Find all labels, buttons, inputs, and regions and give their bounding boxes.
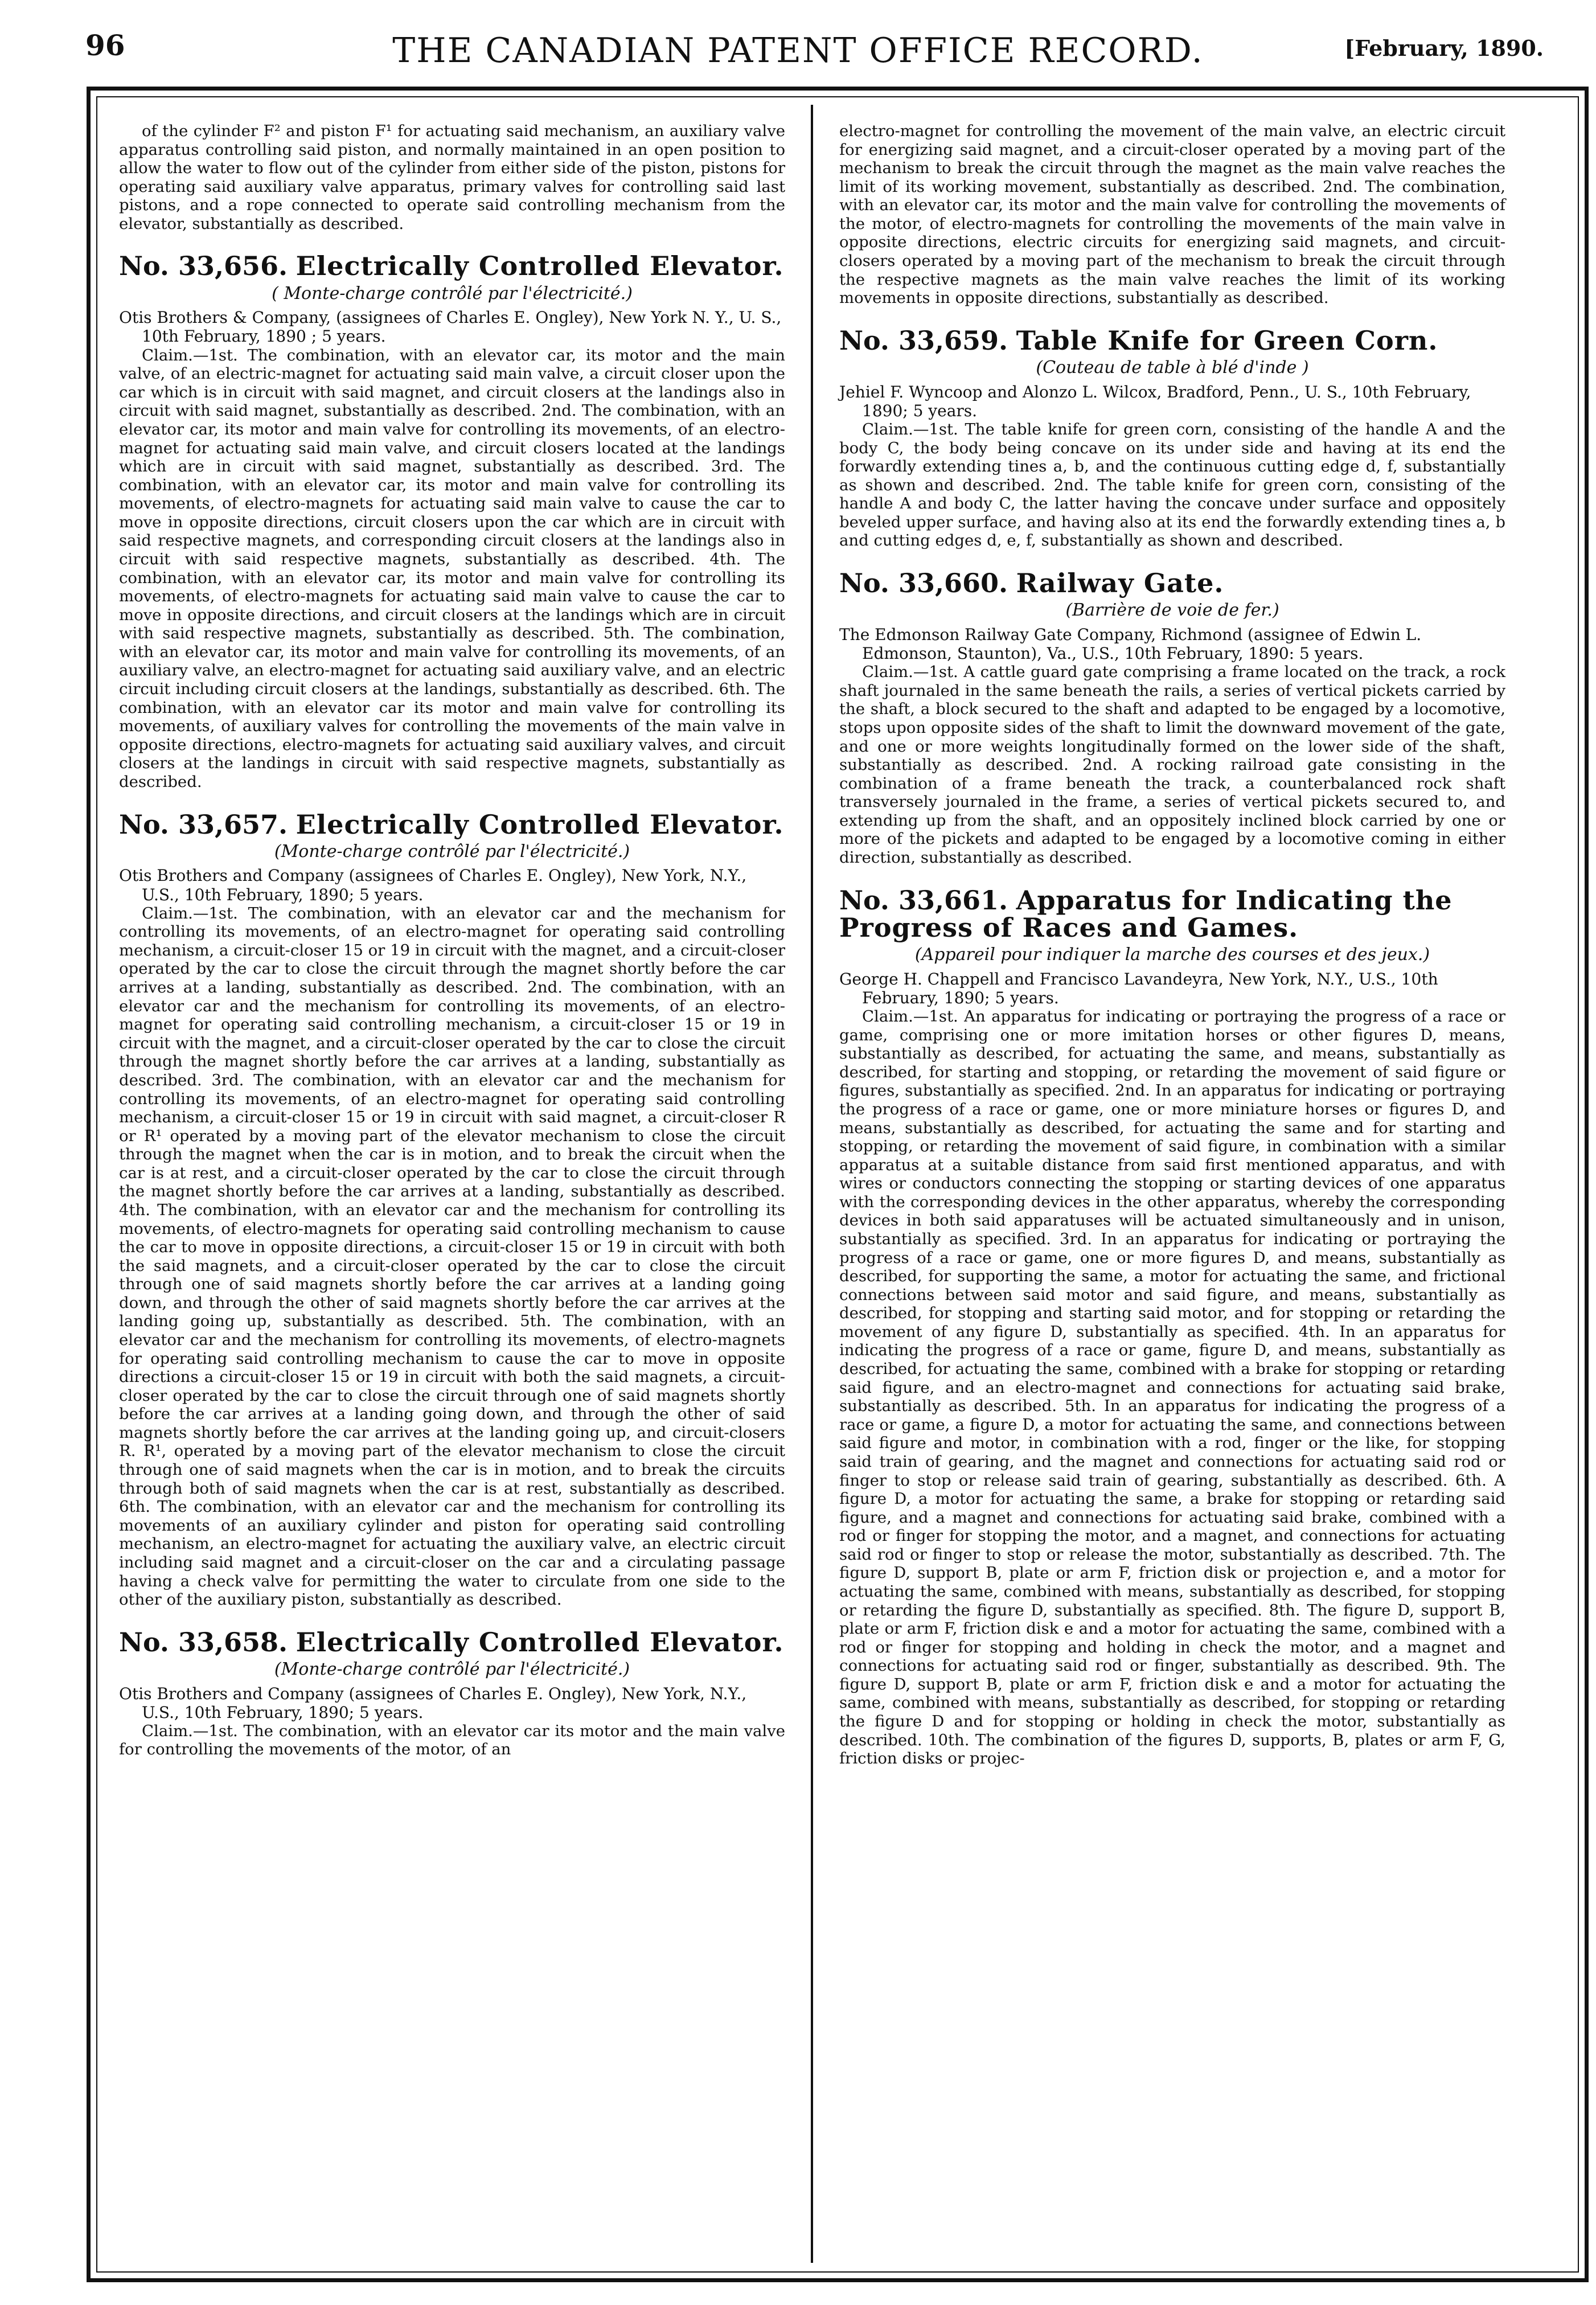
patent-entry-33661: [839, 884, 1505, 1768]
patent-owners: Jehiel F. Wyncoop and Alonzo L. Wilcox, Bradford, Penn., U. S., 10th February, 1890; 5 years.: [839, 382, 1471, 420]
patent-owners: Otis Brothers & Company, (assignees of Charles E. Ongley), New York N. Y., U. S., 10th February, 1890 ; 5 years.: [119, 308, 782, 346]
patent-heading: [839, 327, 1505, 354]
patent-owners: Otis Brothers and Company (assignees of Charles E. Ongley), New York, N.Y., U.S., 10th February, 1890; 5 years.: [119, 1684, 747, 1722]
continued-claim-text: of the cylinder F² and piston F¹ for actuating said mechanism, an auxiliary valve apparatus controlling said piston, and normally maintained in an open position to allow the water to flow out of the cylinder from either side of the piston, pistons for operating said auxiliary valve apparatus, primary valves for controlling said last pistons, and a rope connected to operate said controlling mechanism from the elevator, substantially as described.: [119, 122, 785, 233]
patent-heading: [119, 252, 785, 280]
patent-french-title: (Appareil pour indiquer la marche des courses et des jeux.): [914, 945, 1430, 965]
patent-claims: Claim.—1st. The combination, with an elevator car its motor and the main valve for controlling the movements of the motor, of an: [119, 1721, 785, 1759]
page-number: 96: [85, 28, 125, 62]
patent-heading: [839, 569, 1505, 597]
patent-heading: [119, 1626, 785, 1658]
patent-number: No. 33,660.: [839, 568, 1008, 599]
left-column: [119, 122, 785, 1778]
column-divider: [811, 105, 813, 2263]
patent-french-title: (Monte-charge contrôlé par l'électricité.): [274, 841, 630, 862]
patent-title: Electrically Controlled Elevator.: [296, 809, 784, 840]
patent-entry-33659: [839, 327, 1505, 550]
patent-number: No. 33,658.: [119, 1626, 288, 1658]
patent-heading: [119, 811, 785, 838]
right-column: [839, 122, 1505, 1787]
page-date: [February, 1890.: [1344, 35, 1544, 61]
patent-french-title: (Couteau de table à blé d'inde ): [1036, 358, 1309, 378]
patent-owners: The Edmonson Railway Gate Company, Richmond (assignee of Edwin L. Edmonson, Staunton), Va., U.S., 10th February, 1890: 5 years.: [839, 625, 1422, 663]
patent-claims: Claim.—1st. The table knife for green corn, consisting of the handle A and the body C, the body being concave on its under side and having at its end the forwardly extending tines a, b, and the continuous cutting edge d, f, substantially as shown and described. 2nd. The table knife for green corn, consisting of the handle A and body C, the latter having the concave under surface and oppositely beveled upper surface, and having also at its end the forwardly extending tines a, b and cutting edges d, e, f, substantially as shown and described.: [839, 420, 1505, 550]
patent-title: Table Knife for Green Corn.: [1016, 325, 1438, 356]
patent-title: Apparatus for Indicating the Progress of Races and Games.: [839, 884, 1453, 943]
patent-entry-33656: [119, 252, 785, 791]
page-header: [0, 28, 1596, 80]
patent-title: Railway Gate.: [1016, 568, 1224, 599]
patent-french-title: (Monte-charge contrôlé par l'électricité.): [274, 1659, 630, 1679]
patent-owners: George H. Chappell and Francisco Lavandeyra, New York, N.Y., U.S., 10th February, 1890; 5 years.: [839, 969, 1438, 1007]
patent-number: No. 33,657.: [119, 809, 288, 840]
patent-entry-33658: [119, 1626, 785, 1759]
patent-number: No. 33,656.: [119, 251, 288, 282]
patent-claims: Claim.—1st. An apparatus for indicating or portraying the progress of a race or game, comprising one or more imitation horses or other figures D, means, substantially as described, for actuating the same, and means, substantially as described, for starting and stopping, or retarding the movement of said figure or figures, substantially as specified. 2nd. In an apparatus for indicating or portraying the progress of a race or game, one or more miniature horses or figures D, and means, substantially as described, for actuating the same and for starting and stopping, or retarding the movement of said figure, in combination with a similar apparatus at a suitable distance from said first mentioned apparatus, and with wires or conductors connecting the stopping or starting devices of one apparatus with the corresponding devices in the other apparatus, whereby the corresponding devices in both said apparatuses will be actuated simultaneously and in unison, substantially as specified. 3rd. In an apparatus for indicating or portraying the progress of a race or game, one or more figures D, and means, substantially as described, for supporting the same, a motor for actuating the same, and frictional connections between said motor and said figure, and means, substantially as described, for stopping and starting said motor, and for stopping or retarding the movement of any figure D, substantially as specified. 4th. In an apparatus for indicating the progress of a race or game, figure D, and means, substantially as described, for actuating the same, combined with a brake for stopping or retarding said figure, and an electro-magnet and connections for actuating said brake, substantially as described. 5th. In an apparatus for indicating the progress of a race or game, a figure D, a motor for actuating the same, and connections between said figure and motor, in combination with a rod, finger or the like, for stopping said train of gearing, and the magnet and connections for actuating said rod or finger to stop or release said train of gearing, substantially as described. 6th. A figure D, a motor for actuating the same, a brake for stopping or retarding said figure, and a magnet and connections for actuating said brake, combined with a rod or finger for stopping the motor, and a magnet, and connections for actuating said rod or finger to stop or release the motor, substantially as described. 7th. The figure D, support B, plate or arm F, friction disk or projection e, and a motor for actuating the same, combined with means, substantially as described, for stopping or retarding the figure D, substantially as specified. 8th. The figure D, support B, plate or arm F, friction disk e and a motor for actuating the same, combined with a rod or finger for stopping and holding in check the motor, and a magnet and connections for actuating said rod or finger, substantially as described. 9th. The figure D, support B, plate or arm F, friction disk e and a motor for actuating the same, combined with means, substantially as described, for stopping or retarding the figure D and for stopping or holding in check the motor, substantially as described. 10th. The combination of the figures D, supports, B, plates or arm F, G, friction disks or projec-: [839, 1007, 1505, 1768]
continued-claim-text: electro-magnet for controlling the movement of the main valve, an electric circuit for energizing said magnet, and a circuit-closer operated by a moving part of the mechanism to break the circuit through the magnet as the main valve reaches the limit of its working movement, substantially as described. 2nd. The combination, with an elevator car, its motor and the main valve for controlling the movements of the motor, of electro-magnets for controlling the movements of the main valve in opposite directions, electric circuits for energizing said magnets, and circuit-closers operated by a moving part of the mechanism to break the circuit through the respective magnets as the main valve reaches the limit of its working movements in opposite directions, substantially as described.: [839, 122, 1505, 307]
patent-owners: Otis Brothers and Company (assignees of Charles E. Ongley), New York, N.Y., U.S., 10th February, 1890; 5 years.: [119, 866, 747, 904]
patent-french-title: (Barrière de voie de fer.): [1065, 600, 1279, 621]
patent-entry-33657: [119, 811, 785, 1609]
patent-claims: Claim.—1st. The combination, with an elevator car, its motor and the main valve, of an electric-magnet for actuating said main valve, a circuit closer upon the car which is in circuit with said magnet, and circuit closers at the landings also in circuit with said magnet, substantially as described. 2nd. The combination, with an elevator car, its motor and main valve for controlling its movements, of an electro-magnet for actuating said main valve, and circuit closers located at the landings which are in circuit with said magnet, substantially as described. 3rd. The combination, with an elevator car, its motor and main valve for controlling its movements, of electro-magnets for actuating said main valve to cause the car to move in opposite directions, circuit closers upon the car which are in circuit with said respective magnets, and corresponding circuit closers at the landings also in circuit with said respective magnets, substantially as described. 4th. The combination, with an elevator car, its motor and main valve for controlling its movements, of electro-magnets for actuating said main valve to cause the car to move in opposite directions, and circuit closers at the landings which are in circuit with said respective magnets, substantially as described. 5th. The combination, with an elevator car, its motor and main valve for controlling its movements, of an auxiliary valve, an electro-magnet for actuating said auxiliary valve, and an electric circuit including circuit closers at the landings, substantially as described. 6th. The combination, with an elevator car its motor and main valve for controlling its movements, of auxiliary valves for controlling the movements of the main valve in opposite directions, electro-magnets for actuating said auxiliary valves, and circuit closers at the landings in circuit with said respective magnets, substantially as described.: [119, 346, 785, 791]
patent-claims: Claim.—1st. The combination, with an elevator car and the mechanism for controlling its movements, of an electro-magnet for operating said controlling mechanism, a circuit-closer 15 or 19 in circuit with the magnet, and a circuit-closer operated by the car to close the circuit through the magnet shortly before the car arrives at a landing, substantially as described. 2nd. The combination, with an elevator car and the mechanism for controlling its movements, of an electro-magnet for operating said controlling mechanism, a circuit-closer 15 or 19 in circuit with the magnet, and a circuit-closer operated by the car to close the circuit through the magnet shortly before the car arrives at a landing, substantially as described. 3rd. The combination, with an elevator car and the mechanism for controlling its movements, of an electro-magnet for operating said controlling mechanism, a circuit-closer 15 or 19 in circuit with said magnet, a circuit-closer R or R¹ operated by a moving part of the elevator mechanism to close the circuit through the magnet when the car is in motion, and to break the circuit when the car is at rest, and a circuit-closer operated by the car to close the circuit through the magnet shortly before the car arrives at a landing, substantially as described. 4th. The combination, with an elevator car and the mechanism for controlling its movements, of electro-magnets for operating said controlling mechanism to cause the car to move in opposite directions, a circuit-closer 15 or 19 in circuit with both the said magnets, and a circuit-closer operated by the car to close the circuit through one of said magnets shortly before the car arrives at a landing going down, and through the other of said magnets shortly before the car arrives at the landing going up, substantially as described. 5th. The combination, with an elevator car and the mechanism for controlling its movements, of electro-magnets for operating said controlling mechanism to cause the car to move in opposite directions a circuit-closer 15 or 19 in circuit with both the said magnets, a circuit-closer operated by the car to close the circuit through one of said magnets shortly before the car arrives at a landing going down, and through the other of said magnets shortly before the car arrives at the landing going up, and circuit-closers R. R¹, operated by a moving part of the elevator mechanism to close the circuit through one of said magnets when the car is in motion, and to break the circuits through both of said magnets when the car is at rest, substantially as described. 6th. The combination, with an elevator car and the mechanism for controlling its movements of an auxiliary cylinder and piston for operating said controlling mechanism, an electro-magnet for actuating the auxiliary valve, an electric circuit including said magnet and a circuit-closer on the car and a circulating passage having a check valve for permitting the water to circulate from one side to the other of the auxiliary piston, substantially as described.: [119, 904, 785, 1609]
page-title: THE CANADIAN PATENT OFFICE RECORD.: [392, 31, 1204, 71]
page-frame: [87, 87, 1589, 2282]
patent-claims: Claim.—1st. A cattle guard gate comprising a frame located on the track, a rock shaft journaled in the same beneath the rails, a series of vertical pickets carried by the shaft, a block secured to the shaft and adapted to be engaged by a locomotive, stops upon opposite sides of the shaft to limit the downward movement of the gate, and one or more weights longitudinally formed on the lower side of the shaft, substantially as described. 2nd. A rocking railroad gate consisting in the combination of a frame beneath the track, a counterbalanced rock shaft transversely journaled in the frame, a series of vertical pickets secured to, and extending up from the shaft, and an oppositely inclined block carried by one or more of the pickets and adapted to be engaged by a locomotive coming in either direction, substantially as described.: [839, 663, 1505, 867]
patent-title: Electrically Controlled Elevator.: [296, 1626, 784, 1658]
patent-number: No. 33,659.: [839, 325, 1008, 356]
patent-title: Electrically Controlled Elevator.: [296, 251, 784, 282]
patent-entry-33660: [839, 569, 1505, 867]
patent-french-title: ( Monte-charge contrôlé par l'électricité.): [272, 283, 633, 303]
patent-number: No. 33,661.: [839, 884, 1008, 916]
patent-heading: [839, 884, 1505, 943]
